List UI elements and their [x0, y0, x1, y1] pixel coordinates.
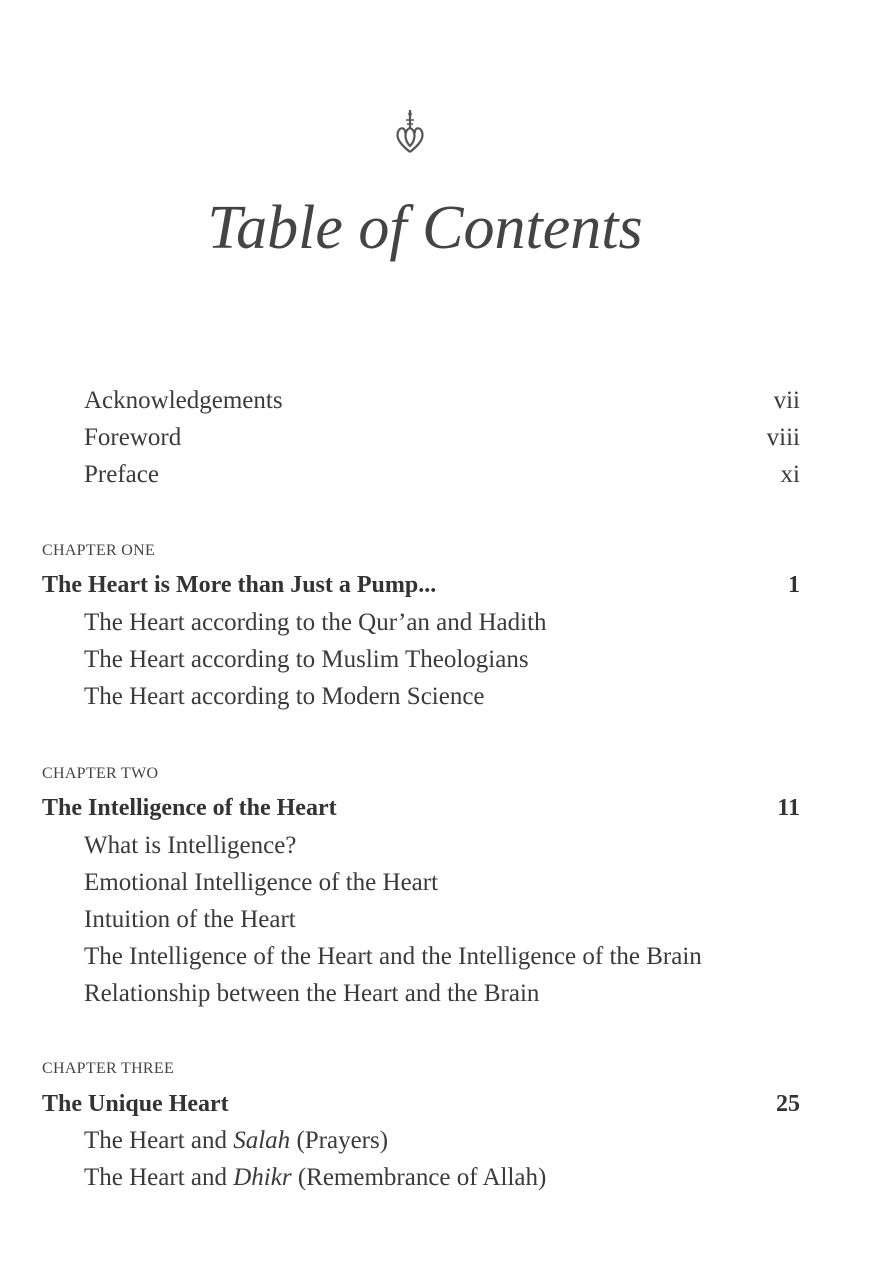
- chapter-label: CHAPTER TWO: [42, 765, 159, 782]
- section-entry: [84, 864, 438, 901]
- section-text: The Heart according to Muslim Theologians: [84, 646, 529, 673]
- section-text: What is Intelligence?: [84, 832, 297, 859]
- chapter-label: CHAPTER THREE: [42, 1060, 175, 1077]
- section-entry: [84, 827, 296, 864]
- section-italic-term: Dhikr: [233, 1164, 292, 1191]
- fleuron-ornament-icon: [392, 108, 428, 154]
- page-number: xi: [780, 461, 800, 488]
- section-entry: [84, 604, 547, 641]
- page-number: vii: [773, 387, 800, 414]
- section-entry: [84, 901, 296, 938]
- section-entry: [84, 641, 529, 678]
- front-matter-entry: Acknowledgements: [84, 387, 283, 414]
- front-matter-entry: Preface: [84, 461, 159, 488]
- section-text: Emotional Intelligence of the Heart: [84, 869, 439, 896]
- chapter-label: CHAPTER ONE: [42, 542, 156, 559]
- section-text: The Heart and: [84, 1164, 234, 1191]
- section-text: The Heart and: [84, 1127, 234, 1154]
- page-title: Table of Contents: [207, 194, 643, 262]
- chapter-title: The Unique Heart: [42, 1091, 229, 1117]
- chapter-page-number: 1: [788, 572, 800, 598]
- section-text: The Heart according to the Qur’an and Hadith: [84, 609, 547, 636]
- section-text: (Remembrance of Allah): [291, 1164, 547, 1191]
- section-entry: [84, 678, 485, 715]
- front-matter-entry: Foreword: [84, 424, 182, 451]
- section-text: The Intelligence of the Heart and the Intelligence of the Brain: [84, 943, 702, 970]
- chapter-title: The Intelligence of the Heart: [42, 795, 337, 821]
- section-entry: [84, 1122, 388, 1159]
- section-text: (Prayers): [290, 1127, 389, 1154]
- chapter-page-number: 11: [777, 795, 800, 821]
- section-italic-term: Salah: [233, 1127, 291, 1154]
- section-text: Relationship between the Heart and the Brain: [84, 980, 540, 1007]
- section-entry: [84, 938, 702, 975]
- section-entry: [84, 1159, 546, 1196]
- page-number: viii: [766, 424, 800, 451]
- section-text: Intuition of the Heart: [84, 906, 296, 933]
- chapter-page-number: 25: [776, 1091, 800, 1117]
- section-text: The Heart according to Modern Science: [84, 683, 485, 710]
- chapter-title: The Heart is More than Just a Pump...: [42, 572, 437, 598]
- section-entry: [84, 975, 539, 1012]
